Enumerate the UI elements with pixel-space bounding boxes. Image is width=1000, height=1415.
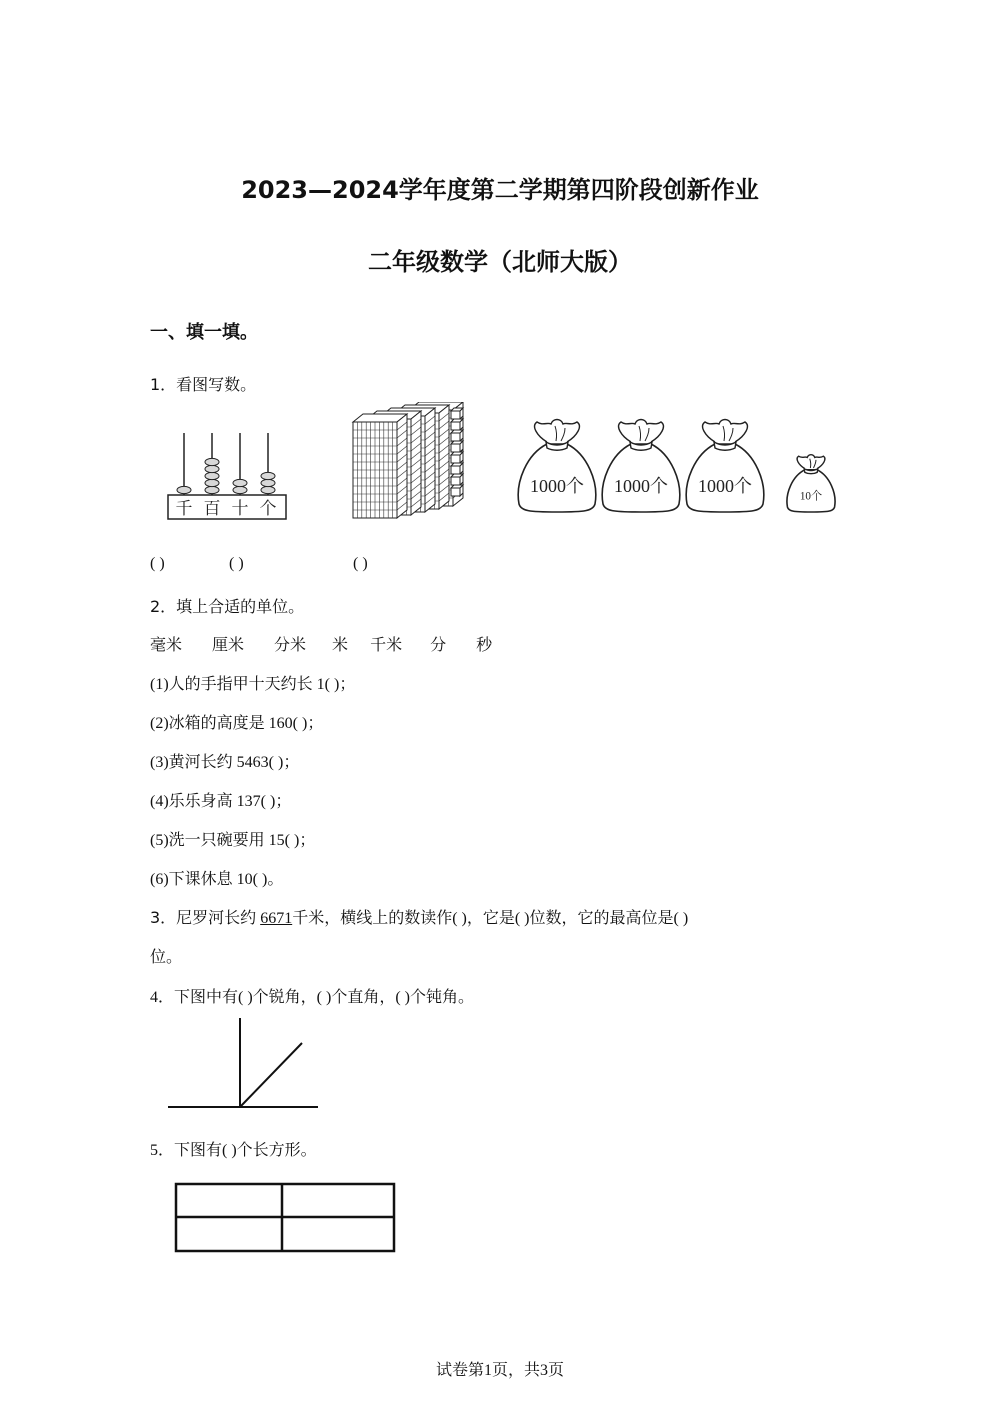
question-5-prompt: 5．下图有( )个长方形。 bbox=[150, 1142, 317, 1159]
angle-diagonal-line bbox=[240, 1043, 302, 1107]
abacus-bead bbox=[261, 472, 275, 479]
unit-cube bbox=[451, 452, 463, 463]
question-2-item-2: (2)冰箱的高度是 160( )； bbox=[150, 715, 324, 732]
money-bag-label: 1000个 bbox=[614, 476, 668, 496]
unit-cube bbox=[451, 485, 463, 496]
question-3-line-2: 位。 bbox=[150, 947, 183, 966]
abacus-bead bbox=[205, 472, 219, 479]
answer-blank-3[interactable]: ( ) bbox=[353, 555, 368, 572]
question-2-prompt: 2．填上合适的单位。 bbox=[150, 597, 305, 616]
unit-cube bbox=[451, 419, 463, 430]
abacus-label: 千 bbox=[175, 499, 193, 518]
unit-option: 米 bbox=[332, 635, 349, 654]
thousand-cube bbox=[353, 414, 407, 518]
unit-cube bbox=[451, 441, 463, 452]
question-4-prompt: 4．下图中有( )个锐角，( )个直角，( )个钝角。 bbox=[150, 989, 474, 1006]
question-2-item-1: (1)人的手指甲十天约长 1( )； bbox=[150, 676, 356, 693]
underlined-number: 6671 bbox=[260, 910, 293, 927]
unit-cube bbox=[451, 430, 463, 441]
abacus-label: 百 bbox=[203, 499, 221, 518]
abacus-bead bbox=[261, 479, 275, 486]
abacus-bead bbox=[205, 465, 219, 472]
page-footer: 试卷第1页，共3页 bbox=[435, 1362, 564, 1379]
money-bag-label: 10个 bbox=[799, 490, 823, 503]
question-3-text bbox=[150, 905, 688, 928]
abacus-bead bbox=[205, 486, 219, 493]
question-2-item-5: (5)洗一只碗要用 15( )； bbox=[150, 832, 316, 849]
question-1-prompt: 1．看图写数。 bbox=[150, 375, 257, 394]
abacus-bead bbox=[233, 479, 247, 486]
page-title: 2023—2024学年度第二学期第四阶段创新作业 bbox=[241, 176, 759, 204]
abacus-figure bbox=[160, 425, 295, 525]
question-3-prefix: 3．尼罗河长约 bbox=[150, 908, 257, 927]
unit-cube bbox=[451, 408, 463, 419]
unit-cube bbox=[451, 463, 463, 474]
unit-option: 分米 bbox=[274, 635, 307, 654]
page-subtitle: 二年级数学（北师大版） bbox=[368, 248, 632, 276]
unit-options bbox=[150, 632, 522, 655]
money-bag bbox=[518, 420, 596, 513]
unit-cube bbox=[451, 474, 463, 485]
unit-option: 毫米 bbox=[150, 635, 183, 654]
abacus-bead bbox=[261, 486, 275, 493]
money-bag-label: 1000个 bbox=[698, 476, 752, 496]
counting-blocks-figure bbox=[345, 402, 475, 527]
abacus-bead bbox=[205, 479, 219, 486]
abacus-label: 十 bbox=[231, 499, 249, 518]
money-bag bbox=[686, 420, 764, 513]
question-2-item-6: (6)下课休息 10( )。 bbox=[150, 871, 284, 888]
angle-figure bbox=[160, 1012, 330, 1112]
unit-option: 秒 bbox=[476, 635, 493, 654]
question-2-item-4: (4)乐乐身高 137( )； bbox=[150, 793, 292, 810]
money-bag bbox=[602, 420, 680, 513]
unit-option: 分 bbox=[430, 635, 447, 654]
answer-blank-2[interactable]: ( ) bbox=[229, 555, 244, 572]
section-heading: 一、填一填。 bbox=[150, 322, 258, 343]
unit-option: 厘米 bbox=[212, 635, 245, 654]
question-3-suffix: 千米，横线上的数读作( )，它是( )位数，它的最高位是( ) bbox=[292, 910, 689, 927]
unit-option: 千米 bbox=[370, 635, 403, 654]
rectangle-grid-figure bbox=[170, 1178, 402, 1258]
abacus-bead bbox=[233, 486, 247, 493]
abacus-bead bbox=[205, 458, 219, 465]
abacus-bead bbox=[177, 486, 191, 493]
money-bags-figure bbox=[510, 412, 850, 522]
money-bag-label: 1000个 bbox=[530, 476, 584, 496]
question-2-item-3: (3)黄河长约 5463( )； bbox=[150, 754, 300, 771]
abacus-label: 个 bbox=[259, 499, 277, 518]
money-bag bbox=[787, 455, 835, 512]
answer-blank-1[interactable]: ( ) bbox=[150, 555, 165, 572]
